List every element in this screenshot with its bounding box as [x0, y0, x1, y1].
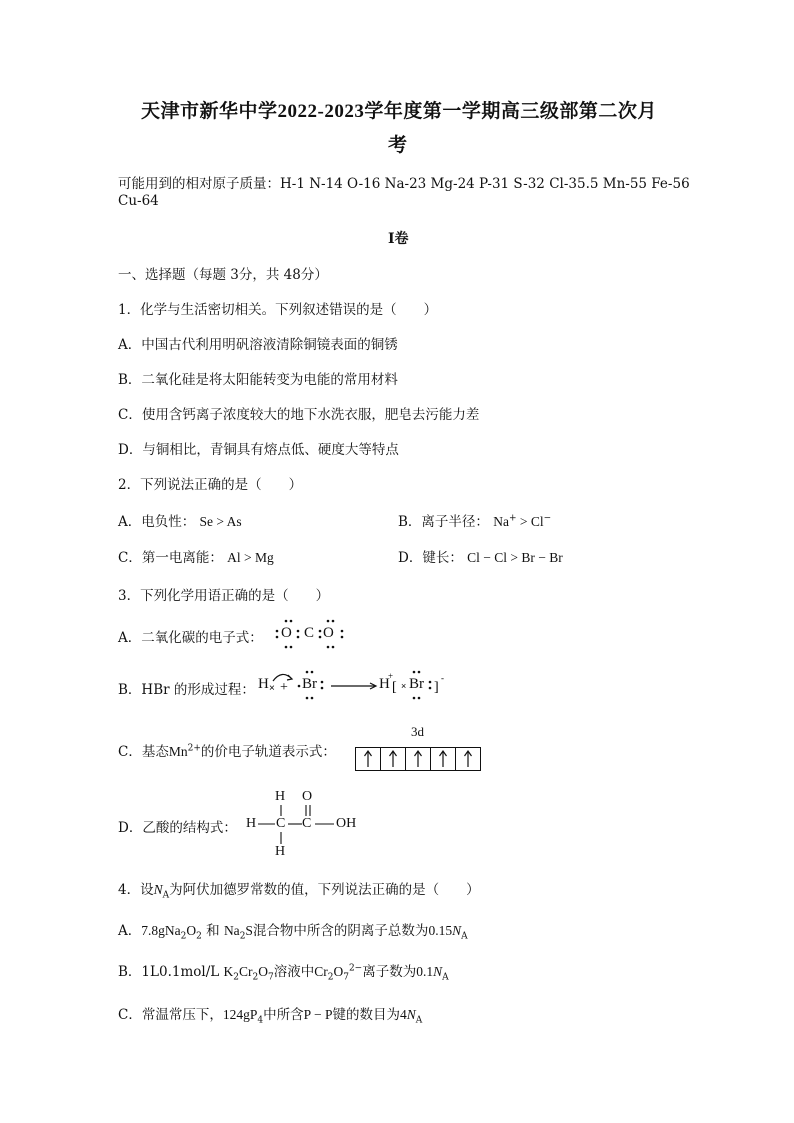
hydrogen-ion: H: [379, 676, 390, 692]
stem-prefix: 4．设: [118, 882, 154, 898]
question-3-stem: 3．下列化学用语正确的是（ ）: [118, 588, 330, 604]
option-a-expression: Se > As: [199, 514, 242, 529]
hbr-formation-graphics: [255, 665, 465, 705]
svg-text:×: ×: [269, 683, 275, 694]
orbital-box-1: [356, 748, 381, 770]
option-b-cl: > Cl: [516, 514, 544, 529]
option-a-suffix: 混合物中所含的阴离子总数为: [252, 923, 429, 939]
orbital-box-5: [456, 748, 480, 770]
option-a-value: 0.15: [428, 923, 453, 938]
question-2-option-d: [398, 546, 563, 566]
question-2-option-a: [118, 510, 242, 530]
question-2-option-b: B．离子半径： Na+ > Cl−: [398, 513, 552, 530]
option-c-suffix: 键的数目为: [332, 1007, 400, 1023]
orbital-box-3: [406, 748, 431, 770]
h-bottom: H: [275, 844, 286, 859]
svg-text:×: ×: [401, 681, 407, 691]
up-arrow-icon: [356, 748, 380, 770]
option-d-expression: Cl − Cl > Br − Br: [467, 550, 563, 565]
carbon: C: [304, 625, 315, 641]
bromide-ion: Br: [409, 676, 424, 692]
option-c-prefix: C．基态: [118, 744, 169, 760]
up-arrow-icon: [431, 748, 455, 770]
hydrogen-atom: H: [258, 676, 269, 692]
avogadro-subscript: A: [162, 890, 170, 901]
option-c-value: 4: [399, 1007, 407, 1022]
orbital-label-3d: 3d: [411, 724, 424, 739]
p4-mass: 124gP: [222, 1007, 258, 1022]
hbr-formation-diagram: [255, 665, 465, 705]
question-1-stem: 1．化学与生活密切相关。下列叙述错误的是（ ）: [118, 302, 438, 318]
option-c-suffix: 的价电子轨道表示式：: [200, 744, 336, 760]
avogadro-symbol: N: [153, 882, 163, 897]
3d-orbital-diagram: [355, 747, 481, 771]
page-title-continued: 考: [388, 135, 408, 156]
question-3-option-a-label: A．二氧化碳的电子式：: [118, 630, 263, 646]
svg-text:[: [: [392, 680, 397, 695]
orbital-box-2: [381, 748, 406, 770]
question-1-option-c: C．使用含钙离子浓度较大的地下水洗衣服，肥皂去污能力差: [118, 407, 480, 423]
ion-charge: 2+: [187, 743, 201, 754]
up-arrow-icon: [456, 748, 480, 770]
question-3-option-c-label: [118, 740, 336, 760]
option-b-prefix: B．1L0.1mol/L: [118, 964, 220, 980]
option-d-label: D．键长：: [398, 550, 463, 566]
svg-text:-: -: [441, 673, 444, 683]
svg-text:]: ]: [434, 680, 439, 695]
question-1-option-b: B．二氧化硅是将太阳能转变为电能的常用材料: [118, 372, 398, 388]
stem-suffix: 为阿伏加德罗常数的值，下列说法正确的是（ ）: [169, 882, 480, 898]
question-3-option-b-label: B．HBr 的形成过程：: [118, 682, 255, 698]
h-left: H: [246, 816, 257, 831]
manganese-ion: Mn: [168, 744, 188, 759]
option-c-connector: 中所含: [263, 1007, 304, 1023]
oxygen-2: O: [323, 625, 334, 641]
carbon-2: C: [302, 816, 312, 831]
option-c-prefix: C．常温常压下，: [118, 1007, 223, 1023]
h-top: H: [275, 789, 286, 804]
question-1-option-a: A．中国古代利用明矾溶液清除铜镜表面的铜锈: [118, 337, 398, 353]
question-1-option-d: D．与铜相比，青铜具有熔点低、硬度大等特点: [118, 442, 399, 458]
page-title: 天津市新华中学2022-2023学年度第一学期高三级部第二次月: [141, 101, 657, 122]
oxygen-1: O: [281, 625, 292, 641]
question-4-stem: [118, 878, 480, 901]
option-a-prefix: A．: [118, 923, 142, 939]
orbital-box-4: [431, 748, 456, 770]
svg-text:+: +: [388, 671, 394, 681]
carbon-1: C: [276, 816, 286, 831]
question-2-stem: 2．下列说法正确的是（ ）: [118, 477, 303, 493]
question-3-option-d-label: D．乙酸的结构式：: [118, 820, 237, 836]
volume-label: I卷: [388, 231, 409, 247]
section-heading: 一、选择题（每题 3分，共 48分）: [118, 267, 328, 283]
question-4-option-b: B．1L0.1mol/L $K_2Cr_2O_7$溶液中$Cr_2O_7^{2-}$离子数为$0.1N_A$: [118, 963, 449, 983]
question-2-option-c: [118, 546, 274, 566]
question-4-option-a: A．$7.8gNa_2O_2$ 和 $Na_2S$混合物中所含的阴离子总数为$0.15N_A$: [118, 923, 468, 942]
atomic-mass-line: 可能用到的相对原子质量：H-1 N-14 O-16 Na-23 Mg-24 P-31 S-32 Cl-35.5 Mn-55 Fe-56: [118, 176, 690, 192]
svg-text:+: +: [280, 680, 288, 695]
up-arrow-icon: [406, 748, 430, 770]
question-4-option-c: C．常温常压下，$124gP_4$中所含P − P键的数目为$4N_A$: [118, 1007, 423, 1026]
option-b-label: B．离子半径：: [398, 514, 489, 530]
option-a-connector: 和: [206, 923, 220, 939]
o-top: O: [302, 789, 313, 804]
option-b-connector: 溶液中: [273, 964, 315, 980]
acetic-acid-structure: [242, 788, 372, 860]
option-b-value: 0.1: [416, 964, 434, 979]
bromine-atom: Br: [302, 676, 317, 692]
option-c-label: C．第一电离能：: [118, 550, 223, 566]
up-arrow-icon: [381, 748, 405, 770]
option-a-label: A．电负性：: [118, 514, 196, 530]
na2o2-mass: 7.8gNa: [141, 923, 181, 938]
option-b-suffix: 离子数为: [362, 964, 417, 980]
hydroxyl: OH: [336, 816, 357, 831]
atomic-mass-line-continued: Cu-64: [118, 193, 159, 209]
option-c-expression: Al > Mg: [227, 550, 274, 565]
p-p-bond: P − P: [303, 1007, 333, 1022]
option-b-na: Na: [493, 514, 509, 529]
co2-electron-formula: [270, 617, 360, 651]
